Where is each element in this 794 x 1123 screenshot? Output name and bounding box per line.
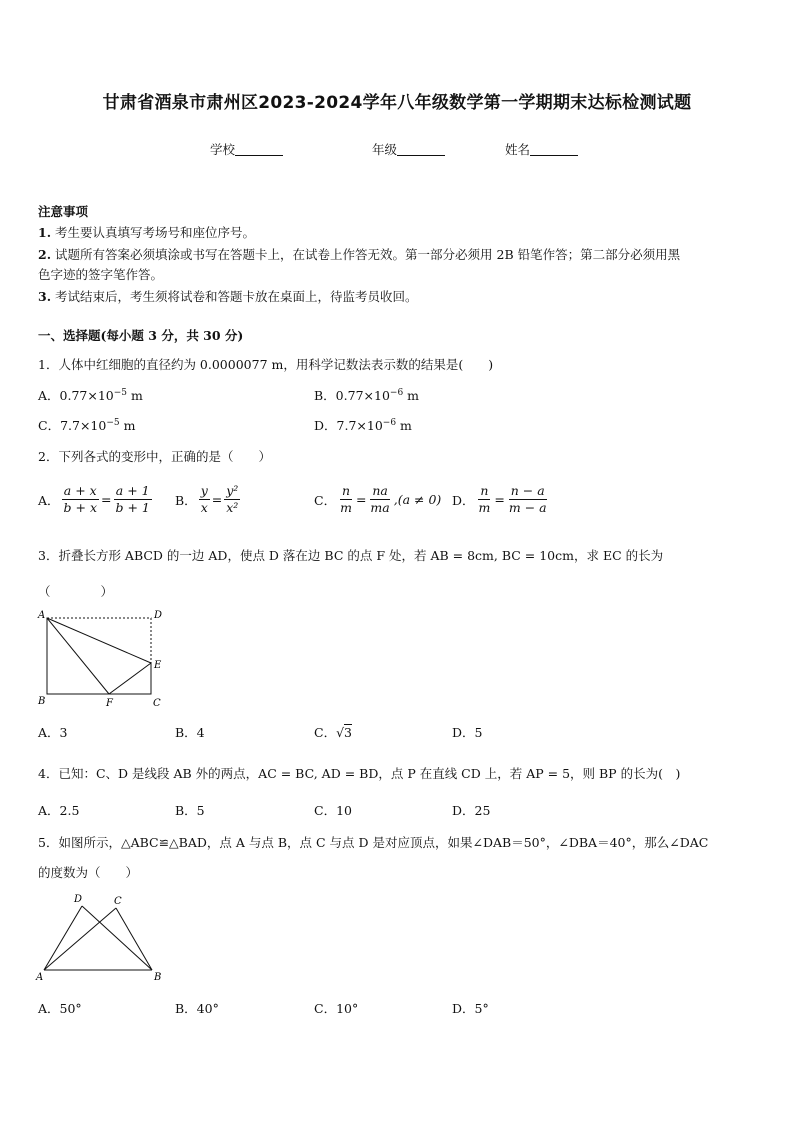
q2-option-b[interactable] [175, 483, 242, 516]
fraction [477, 483, 493, 516]
question-2-stem: 2．下列各式的变形中，正确的是（ ） [38, 449, 271, 464]
unit: m [400, 418, 412, 433]
segment-af [47, 618, 109, 694]
q4-option-a[interactable]: A．2.5 [38, 803, 80, 818]
label-a: A [38, 610, 46, 621]
q3-rectangle-figure [36, 608, 166, 710]
label-b: B [38, 696, 46, 707]
unit: m [123, 418, 136, 433]
numerator: n [341, 483, 351, 498]
option-label: C． [314, 725, 337, 740]
q2-option-a[interactable] [38, 483, 154, 516]
label-e: E [154, 660, 162, 671]
option-label: D． [452, 492, 475, 508]
note-item-2 [38, 245, 680, 263]
exponent: −6 [382, 417, 397, 428]
name-field [505, 140, 578, 158]
denominator: b + x [63, 500, 98, 515]
name-blank [530, 143, 578, 156]
question-5-stem: 5．如图所示，△ABC≌△BAD，点 A 与点 B，点 C 与点 D 是对应顶点，如果∠DAB＝50°，∠DBA＝40°，那么∠DAC [38, 835, 709, 850]
q4-option-d[interactable]: D．25 [452, 803, 491, 818]
note-text: 考试结束后，考生须将试卷和答题卡放在桌面上，待监考员收回。 [55, 289, 418, 304]
denominator: m [340, 500, 352, 515]
school-field [210, 140, 283, 158]
equals-sign: = [355, 492, 367, 507]
segment-ae [47, 618, 151, 663]
segment-ad [44, 906, 82, 970]
q2-option-c[interactable] [314, 483, 441, 516]
numerator: y [200, 483, 208, 498]
q1-option-a[interactable] [38, 386, 143, 404]
question-4-stem: 4．已知：C、D 是线段 AB 外的两点，AC = BC, AD = BD，点 P 在直线 CD 上，若 AP = 5，则 BP 的长为( ) [38, 766, 681, 781]
q1-option-c[interactable] [38, 416, 135, 434]
radicand: 3 [344, 725, 352, 740]
label-d: D [74, 894, 83, 905]
option-label: A． [38, 492, 60, 508]
note-item-2-cont [38, 265, 163, 283]
fraction [507, 483, 549, 516]
segment-cb [116, 908, 152, 970]
section-heading: 一、选择题(每小题 3 分，共 30 分) [38, 328, 244, 343]
exponent: −5 [113, 387, 128, 398]
notes-title: 注意事项 [38, 204, 89, 219]
option-text: A．0.77×10 [38, 388, 114, 403]
q5-option-c[interactable]: C．10° [314, 1001, 359, 1016]
q5-option-a[interactable]: A．50° [38, 1001, 82, 1016]
question-1-stem: 1．人体中红细胞的直径约为 0.0000077 m，用科学记数法表示数的结果是( ) [38, 357, 494, 372]
label-d: D [154, 610, 163, 621]
segment-db [82, 906, 152, 970]
question-3-paren: （ ） [38, 584, 114, 599]
equals-sign: = [101, 492, 112, 507]
equals-sign: = [494, 492, 505, 507]
q1-option-b[interactable] [314, 386, 419, 404]
unit: m [407, 388, 420, 403]
note-text: 试题所有答案必须填涂或书写在答题卡上，在试卷上作答无效。第一部分必须用 2B 铅笔作答；第二部分必须用黑 [55, 247, 681, 262]
question-5-stem-cont: 的度数为（ ） [38, 865, 139, 880]
denominator: m − a [508, 500, 547, 515]
question-3-stem: 3．折叠长方形 ABCD 的一边 AD，使点 D 落在边 BC 的点 F 处，若 AB = 8cm, BC = 10cm，求 EC 的长为 [38, 548, 664, 563]
grade-field [372, 140, 445, 158]
label-f: F [106, 698, 113, 709]
note-num: 1. [38, 225, 52, 240]
q3-option-c[interactable] [314, 723, 352, 741]
option-label: C． [314, 492, 337, 508]
denominator: x [200, 500, 208, 515]
q2-option-d[interactable] [452, 483, 551, 516]
option-text: B．0.77×10 [314, 388, 390, 403]
exponent: −5 [106, 417, 120, 428]
note-num: 3. [38, 289, 52, 304]
q5-option-b[interactable]: B．40° [175, 1001, 219, 1016]
denominator: x² [226, 500, 239, 515]
fraction [368, 483, 391, 516]
exam-title: 甘肃省酒泉市肃州区2023-2024学年八年级数学第一学期期末达标检测试题 [102, 93, 692, 113]
numerator: n [480, 483, 489, 498]
note-text: 色字迹的签字笔作答。 [38, 267, 164, 282]
school-blank [235, 143, 283, 156]
q1-option-d[interactable] [314, 416, 412, 434]
grade-label: 年级 [372, 142, 398, 157]
numerator: a + x [63, 483, 97, 498]
q5-triangles-figure [34, 888, 168, 984]
q3-option-d[interactable]: D．5 [452, 725, 483, 740]
option-text: C．7.7×10 [38, 418, 107, 433]
label-b: B [154, 972, 162, 983]
label-a: A [36, 972, 44, 983]
fraction [224, 483, 240, 516]
name-label: 姓名 [505, 142, 531, 157]
exponent: −6 [389, 387, 404, 398]
denominator: ma [370, 500, 390, 515]
fraction [199, 483, 210, 516]
note-item-1 [38, 223, 255, 241]
q4-option-b[interactable]: B．5 [175, 803, 205, 818]
numerator: na [372, 483, 388, 498]
grade-blank [397, 143, 445, 156]
q5-option-d[interactable]: D．5° [452, 1001, 489, 1016]
unit: m [131, 388, 143, 403]
option-text: D．7.7×10 [314, 418, 383, 433]
fraction [114, 483, 152, 516]
condition: ,(a ≠ 0) [393, 492, 442, 507]
note-text: 考生要认真填写考场号和座位序号。 [55, 225, 256, 240]
segment-fe [109, 663, 151, 694]
note-item-3 [38, 287, 418, 305]
fraction [62, 483, 99, 516]
denominator: b + 1 [115, 500, 150, 515]
numerator: n − a [510, 483, 545, 498]
q4-option-c[interactable]: C．10 [314, 803, 352, 818]
segment-ac [44, 908, 116, 970]
equals-sign: = [211, 492, 223, 507]
option-label: B． [175, 492, 197, 508]
school-label: 学校 [210, 142, 236, 157]
numerator: y² [226, 483, 239, 498]
q3-option-a[interactable]: A．3 [38, 725, 68, 740]
q3-option-b[interactable]: B．4 [175, 725, 205, 740]
label-c: C [153, 698, 161, 709]
note-num: 2. [38, 247, 52, 262]
denominator: m [478, 500, 491, 515]
label-c: C [114, 896, 122, 907]
sqrt-icon: √ [336, 725, 345, 740]
fraction [338, 483, 354, 516]
numerator: a + 1 [115, 483, 150, 498]
